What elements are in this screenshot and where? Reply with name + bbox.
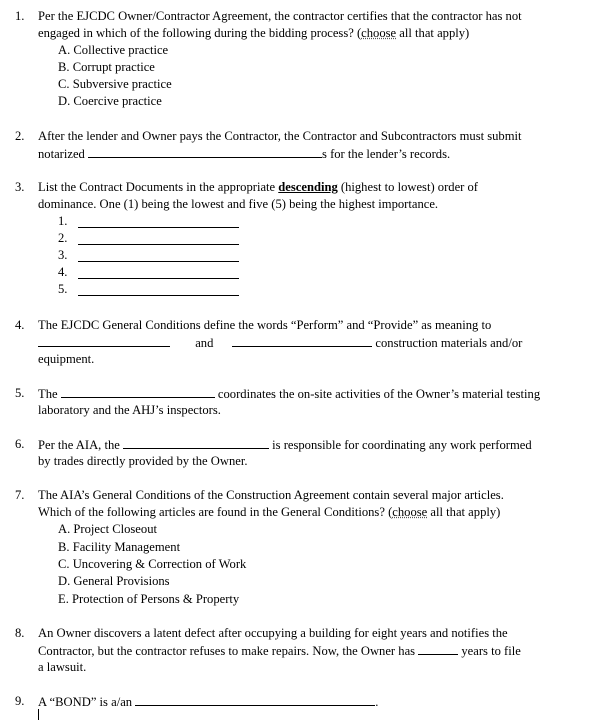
answer-option[interactable]: C. Uncovering & Correction of Work	[58, 557, 247, 571]
question-number: 4.	[15, 318, 25, 332]
question-number: 7.	[15, 488, 25, 502]
question-text: equipment.	[38, 352, 95, 366]
answer-blank[interactable]	[88, 146, 322, 158]
question-text: The AIA’s General Conditions of the Construction Agreement contain several major articles.	[38, 488, 504, 502]
question-text: and construction materials and/or	[38, 335, 522, 351]
list-number: 4.	[58, 265, 68, 279]
question-text: engaged in which of the following during the bidding process? (choose all that apply)	[38, 26, 470, 40]
answer-blank[interactable]	[61, 386, 215, 398]
question-number: 6.	[15, 437, 25, 451]
list-number: 1.	[58, 214, 68, 228]
answer-blank[interactable]	[78, 232, 239, 245]
question-text: List the Contract Documents in the appropriate descending (highest to lowest) order of	[38, 180, 478, 194]
question-text: by trades directly provided by the Owner.	[38, 454, 248, 468]
answer-blank[interactable]	[232, 335, 372, 347]
answer-blank[interactable]	[38, 335, 170, 347]
answer-option[interactable]: B. Facility Management	[58, 540, 181, 554]
question-number: 5.	[15, 386, 25, 400]
question-number: 8.	[15, 626, 25, 640]
list-number: 5.	[58, 282, 68, 296]
answer-option[interactable]: A. Collective practice	[58, 43, 169, 57]
question-number: 1.	[15, 9, 25, 23]
answer-blank[interactable]	[78, 283, 239, 296]
question-text: Per the AIA, the is responsible for coordinating any work performed	[38, 438, 532, 452]
question-text: a lawsuit.	[38, 660, 87, 674]
answer-option[interactable]: D. General Provisions	[58, 574, 170, 588]
answer-option[interactable]: E. Protection of Persons & Property	[58, 592, 240, 606]
question-text: Contractor, but the contractor refuses to make repairs. Now, the Owner has years to file	[38, 644, 521, 658]
answer-option[interactable]: D. Coercive practice	[58, 94, 162, 108]
list-number: 3.	[58, 248, 68, 262]
answer-blank[interactable]	[418, 643, 458, 655]
answer-blank[interactable]	[135, 694, 375, 706]
question-text: laboratory and the AHJ’s inspectors.	[38, 403, 221, 417]
question-text: Which of the following articles are found in the General Conditions? (choose all that apply)	[38, 505, 501, 519]
answer-blank[interactable]	[78, 215, 239, 228]
question-text: dominance. One (1) being the lowest and five (5) being the highest importance.	[38, 197, 439, 211]
question-text: After the lender and Owner pays the Contractor, the Contractor and Subcontractors must submit	[38, 129, 522, 143]
question-text: Per the EJCDC Owner/Contractor Agreement, the contractor certifies that the contractor has not	[38, 9, 522, 23]
question-text: The EJCDC General Conditions define the words “Perform” and “Provide” as meaning to	[38, 318, 492, 332]
question-text: A “BOND” is a/an .	[38, 695, 379, 709]
answer-blank[interactable]	[78, 266, 239, 279]
question-text: An Owner discovers a latent defect after occupying a building for eight years and notifies the	[38, 626, 508, 640]
question-number: 3.	[15, 180, 25, 194]
answer-option[interactable]: A. Project Closeout	[58, 522, 157, 536]
text-cursor	[38, 709, 39, 720]
answer-blank[interactable]	[78, 249, 239, 262]
question-text: notarized s for the lender’s records.	[38, 147, 451, 161]
question-text: The coordinates the on-site activities of the Owner’s material testing	[38, 387, 541, 401]
question-number: 2.	[15, 129, 25, 143]
question-number: 9.	[15, 694, 25, 708]
answer-option[interactable]: C. Subversive practice	[58, 77, 172, 91]
answer-blank[interactable]	[123, 437, 269, 449]
answer-option[interactable]: B. Corrupt practice	[58, 60, 155, 74]
list-number: 2.	[58, 231, 68, 245]
